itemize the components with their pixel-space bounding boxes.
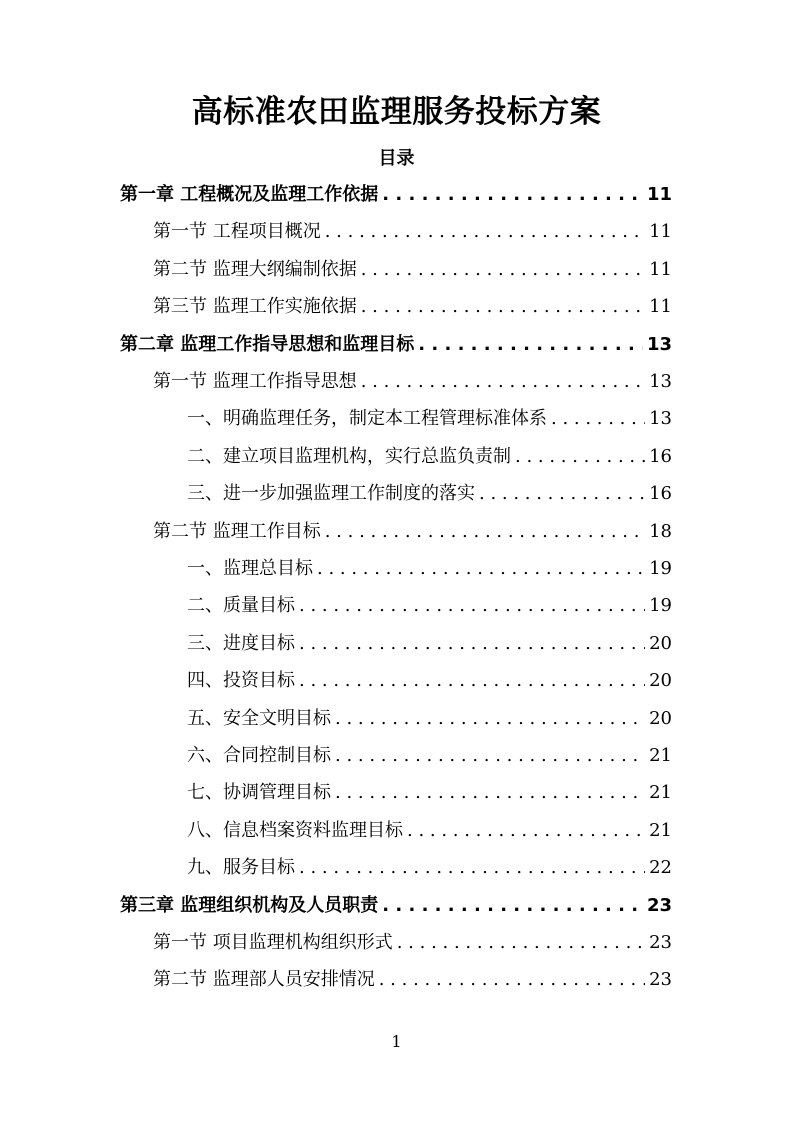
toc-leader-dots — [551, 404, 645, 434]
toc-entry-label: 九、服务目标 — [187, 857, 295, 879]
toc-leader-dots — [382, 891, 643, 921]
toc-entry[interactable] — [187, 629, 672, 659]
toc-entry-label: 五、安全文明目标 — [187, 707, 331, 729]
toc-entry-label: 第一节 监理工作指导思想 — [153, 371, 357, 392]
toc-entry-label: 三、进一步加强监理工作制度的落实 — [187, 483, 475, 505]
toc-entry-label: 第一节 工程项目概况 — [153, 221, 321, 243]
toc-entry[interactable] — [187, 778, 672, 808]
toc-entry[interactable] — [120, 891, 672, 921]
toc-leader-dots — [407, 816, 645, 846]
toc-entry-page: 13 — [646, 333, 672, 355]
toc-entry-page: 20 — [649, 632, 672, 654]
toc-leader-dots — [515, 442, 645, 472]
toc-entry-label: 六、合同控制目标 — [187, 745, 331, 766]
toc-entry-label: 第二节 监理工作目标 — [153, 520, 321, 542]
toc-entry-page: 18 — [649, 520, 672, 542]
toc-entry[interactable] — [187, 479, 672, 509]
toc-leader-dots — [299, 591, 645, 621]
toc-entry-label: 四、投资目标 — [187, 670, 295, 692]
toc-entry-label: 第二节 监理部人员安排情况 — [153, 969, 375, 991]
toc-entry-label: 第二节 监理大纲编制依据 — [153, 258, 357, 280]
toc-entry-page: 19 — [649, 558, 672, 579]
toc-leader-dots — [335, 778, 645, 808]
toc-leader-dots — [335, 741, 645, 771]
toc-entry[interactable] — [187, 442, 672, 472]
toc-leader-dots — [418, 330, 643, 360]
document-title: 高标准农田监理服务投标方案 — [191, 94, 602, 130]
toc-entry-page: 13 — [649, 408, 672, 430]
toc-leader-dots — [299, 629, 645, 659]
page-number: 1 — [391, 1032, 402, 1051]
toc-entry[interactable] — [153, 928, 672, 958]
toc-entry[interactable] — [187, 853, 672, 883]
toc-entry[interactable] — [187, 741, 672, 771]
toc-entry-page: 11 — [646, 184, 672, 205]
toc-leader-dots — [361, 367, 645, 397]
toc-entry-page: 21 — [649, 782, 672, 804]
toc-entry-label: 一、监理总目标 — [187, 558, 313, 579]
toc-entry-label: 三、进度目标 — [187, 632, 295, 654]
toc-leader-dots — [379, 965, 645, 995]
toc-leader-dots — [397, 928, 645, 958]
toc-heading: 目录 — [378, 148, 415, 169]
toc-entry-label: 八、信息档案资料监理目标 — [187, 819, 403, 841]
toc-entry-page: 21 — [649, 819, 672, 841]
toc-entry[interactable] — [153, 965, 672, 995]
toc-leader-dots — [299, 853, 645, 883]
toc-entry[interactable] — [187, 704, 672, 734]
toc-entry-label: 第一章 工程概况及监理工作依据 — [120, 184, 379, 205]
toc-entry[interactable] — [187, 816, 672, 846]
toc-entry[interactable] — [120, 330, 672, 360]
toc-entry[interactable] — [153, 255, 672, 285]
toc-entry-page: 11 — [649, 296, 672, 318]
toc-leader-dots — [325, 517, 645, 547]
toc-leader-dots — [325, 217, 645, 247]
toc-entry-label: 一、明确监理任务，制定本工程管理标准体系 — [187, 408, 547, 430]
toc-entry-page: 21 — [649, 745, 672, 766]
toc-entry-page: 11 — [649, 258, 672, 280]
toc-entry-page: 23 — [646, 894, 672, 916]
toc-entry-page: 16 — [649, 483, 672, 505]
toc-entry[interactable] — [187, 554, 672, 584]
toc-entry[interactable] — [153, 367, 672, 397]
toc-leader-dots — [479, 479, 645, 509]
toc-leader-dots — [361, 255, 645, 285]
toc-entry-page: 16 — [649, 445, 672, 467]
toc-entry-label: 第二章 监理工作指导思想和监理目标 — [120, 333, 415, 355]
toc-entry-page: 13 — [649, 371, 672, 392]
toc-entry-label: 七、协调管理目标 — [187, 782, 331, 804]
toc-entry-page: 20 — [649, 670, 672, 692]
toc-leader-dots — [361, 292, 645, 322]
toc-leader-dots — [335, 704, 645, 734]
toc-entry-page: 11 — [649, 221, 672, 243]
toc-entry-label: 第一节 项目监理机构组织形式 — [153, 932, 393, 953]
toc-entry-label: 二、质量目标 — [187, 595, 295, 617]
toc-entry-page: 20 — [649, 707, 672, 729]
toc-entry-page: 22 — [649, 857, 672, 879]
toc-entry[interactable] — [153, 292, 672, 322]
toc-entry-page: 19 — [649, 595, 672, 617]
toc-entry-page: 23 — [649, 969, 672, 991]
toc-entry-label: 二、建立项目监理机构，实行总监负责制 — [187, 445, 511, 467]
toc-entry[interactable] — [187, 591, 672, 621]
toc-entry[interactable] — [153, 217, 672, 247]
toc-leader-dots — [382, 180, 643, 210]
toc-entry-label: 第三节 监理工作实施依据 — [153, 296, 357, 318]
toc-entry[interactable] — [153, 517, 672, 547]
toc-leader-dots — [299, 666, 645, 696]
toc-entry-page: 23 — [649, 932, 672, 953]
toc-entry[interactable] — [120, 180, 672, 210]
toc-leader-dots — [317, 554, 645, 584]
toc-entry[interactable] — [187, 666, 672, 696]
toc-entry-label: 第三章 监理组织机构及人员职责 — [120, 894, 379, 916]
toc-entry[interactable] — [187, 404, 672, 434]
